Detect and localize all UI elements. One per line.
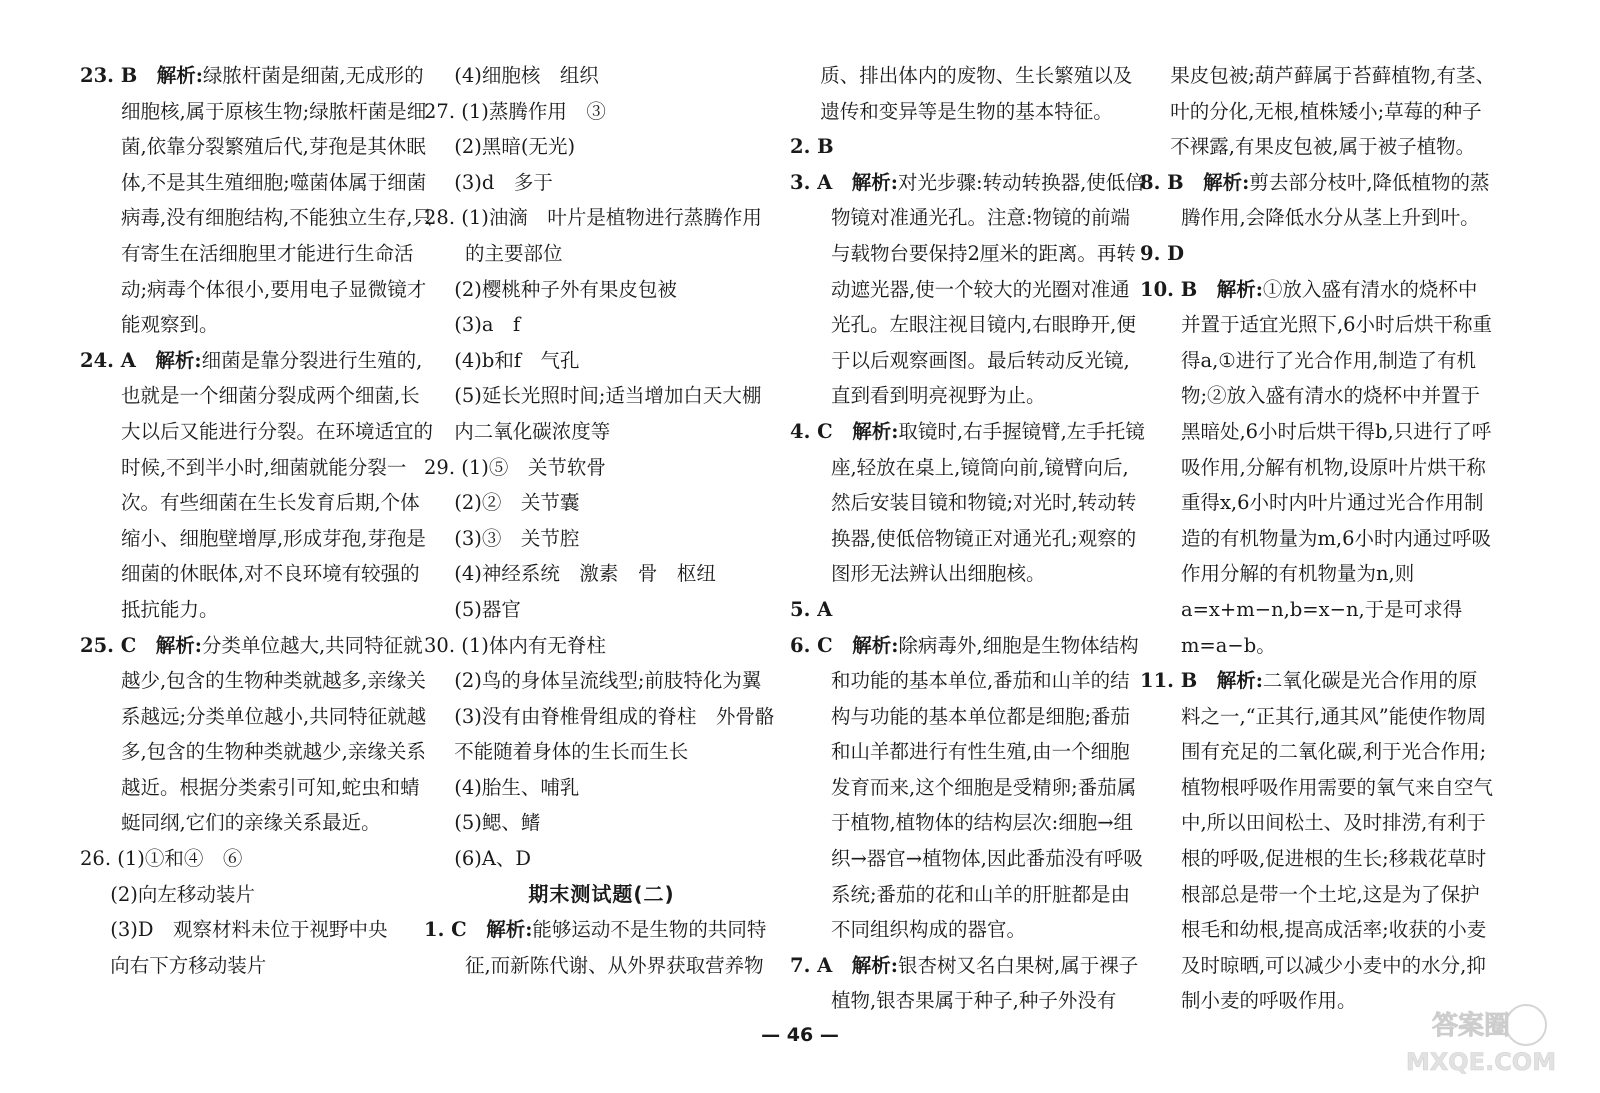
answer-26-line5: (4)细胞核 组织 xyxy=(454,64,599,87)
answer-23: 23. B 解析:绿脓杆菌是细菌,无成形的细胞核,属于原核生物;绿脓杆菌是细菌,依靠分裂繁殖后代,芽孢是其休眠体,不是其生殖细胞;噬菌体属于细菌病毒,没有细胞结构,不能独立生存,只有寄生在活细胞里才能进行生命活动;病毒个体很小,要用电子显微镜才能观察到。 xyxy=(80,64,433,337)
answer-30-line6: (6)A、D xyxy=(454,847,532,871)
answer-11: 11. B 解析:二氧化碳是光合作用的原料之一,“正其行,通其风”能使作物周围有充足的二氧化碳,利于光合作用;植物根呼吸作用需要的氧气来自空气中,所以田间松土、及时排涝,有利于根的呼吸,促进根的生长;移栽花草时根部总是带一个土坨,这是为了保护根毛和幼根,提高成活率;收获的小麦及时晾晒,可以减少小麦中的水分,抑制小麦的呼吸作用。 xyxy=(1140,669,1493,1013)
answer-1-continued: 质、排出体内的废物、生长繁殖以及遗传和变异等是生物的基本特征。 xyxy=(820,64,1133,123)
answer-29-line1: 29. (1)⑤ 关节软骨 xyxy=(424,455,606,479)
section-title: 期末测试题(二) xyxy=(528,881,675,906)
answer-6: 6. C 解析:除病毒外,细胞是生物体结构和功能的基本单位,番茄和山羊的结构与功能的基本单位都是细胞;番茄和山羊都进行有性生殖,由一个细胞发育而来,这个细胞是受精卵;番茄属于植物,植物体的结构层次:细胞→组织→器官→植物体,因此番茄没有呼吸系统;番茄的花和山羊的肝脏都是由不同组织构成的器官。 xyxy=(790,633,1143,942)
answer-30-line1: 30. (1)体内有无脊柱 xyxy=(424,633,606,657)
answer-29-line4: (4)神经系统 激素 骨 枢纽 xyxy=(454,562,716,586)
answer-30-line3: (3)没有由脊椎骨组成的脊柱 外骨骼不能随着身体的生长而生长 xyxy=(454,704,775,764)
answer-25: 25. C 解析:分类单位越大,共同特征就越少,包含的生物种类就越多,亲缘关系越远;分类单位越小,共同特征就越多,包含的生物种类就越少,亲缘关系越近。根据分类索引可知,蛇虫和蜻蜓同纲,它们的亲缘关系最近。 xyxy=(80,633,427,835)
answer-28-line1: 28. (1)油滴 叶片是植物进行蒸腾作用的主要部位 xyxy=(424,206,762,265)
answer-26-line1: 26. (1)①和④ ⑥ xyxy=(80,847,243,871)
answer-3: 3. A 解析:对光步骤:转动转换器,使低倍物镜对准通光孔。注意:物镜的前端与载物台要保持2厘米的距离。再转动遮光器,使一个较大的光圈对准通光孔。左眼注视目镜内,右眼睁开,便于以后观察画图。最后转动反光镜,直到看到明亮视野为止。 xyxy=(790,170,1145,408)
answer-26-line3: (3)D 观察材料未位于视野中央 xyxy=(110,918,388,942)
answer-26-line2: (2)向左移动装片 xyxy=(110,882,255,906)
column-2 xyxy=(424,58,779,983)
answer-28-line5: (5)延长光照时间;适当增加白天大棚内二氧化碳浓度等 xyxy=(454,384,762,443)
column-3 xyxy=(790,58,1145,1019)
answer-28-line2: (2)樱桃种子外有果皮包被 xyxy=(454,277,677,301)
answer-29-line5: (5)器官 xyxy=(454,597,521,621)
answer-4: 4. C 解析:取镜时,右手握镜臂,左手托镜座,轻放在桌上,镜筒向前,镜臂向后,然后安装目镜和物镜;对光时,转动转换器,使低倍物镜正对通光孔;观察的图形无法辨认出细胞核。 xyxy=(790,419,1145,586)
answer-28-line3: (3)a f xyxy=(454,313,521,337)
answer-30-line5: (5)鳃、鳍 xyxy=(454,811,541,835)
answer-26-line4: 向右下方移动装片 xyxy=(110,953,267,977)
answer-27-line3: (3)d 多于 xyxy=(454,170,553,194)
answer-30-line4: (4)胎生、哺乳 xyxy=(454,775,580,799)
answer-29-line3: (3)③ 关节腔 xyxy=(454,526,580,550)
answer-27-line1: 27. (1)蒸腾作用 ③ xyxy=(424,99,606,123)
watermark-text: 答案圈 xyxy=(1431,1011,1511,1041)
answer-8: 8. B 解析:剪去部分枝叶,降低植物的蒸腾作用,会降低水分从茎上升到叶。 xyxy=(1140,170,1490,230)
answer-10: 10. B 解析:①放入盛有清水的烧杯中并置于适宜光照下,6小时后烘干称重得a,①进行了光合作用,制造了有机物;②放入盛有清水的烧杯中并置于黑暗处,6小时后烘干得b,只进行了呼吸作用,分解有机物,设原叶片烘干称重得x,6小时内叶片通过光合作用制造的有机物量为m,6小时内通过呼吸作用分解的有机物量为n,则a=x+m−n,b=x−n,于是可求得m=a−b。 xyxy=(1140,277,1493,657)
answer-1: 1. C 解析:能够运动不是生物的共同特征,而新陈代谢、从外界获取营养物 xyxy=(424,918,767,977)
watermark-domain: MXQE.COM xyxy=(1405,1048,1557,1076)
answer-29-line2: (2)② 关节囊 xyxy=(454,491,580,515)
answer-2: 2. B xyxy=(790,135,834,159)
column-1 xyxy=(80,58,435,983)
column-4 xyxy=(1140,58,1495,1019)
answer-28-line4: (4)b和f 气孔 xyxy=(454,348,580,372)
answer-27-line2: (2)黑暗(无光) xyxy=(454,135,576,159)
answer-24: 24. A 解析:细菌是靠分裂进行生殖的,也就是一个细菌分裂成两个细菌,长大以后又能进行分裂。在环境适宜的时候,不到半小时,细菌就能分裂一次。有些细菌在生长发育后期,个体缩小、细胞壁增厚,形成芽孢,芽孢是细菌的休眠体,对不良环境有较强的抵抗能力。 xyxy=(80,348,433,621)
answer-7-continued: 果皮包被;葫芦藓属于苔藓植物,有茎、叶的分化,无根,植株矮小;草莓的种子不裸露,有果皮包被,属于被子植物。 xyxy=(1170,64,1495,159)
answer-7: 7. A 解析:银杏树又名白果树,属于裸子植物,银杏果属于种子,种子外没有 xyxy=(790,953,1139,1013)
answer-30-line2: (2)鸟的身体呈流线型;前肢特化为翼 xyxy=(454,669,762,693)
page-number: — 46 — xyxy=(761,1024,839,1046)
answer-5: 5. A xyxy=(790,597,833,621)
answer-9: 9. D xyxy=(1140,241,1185,265)
